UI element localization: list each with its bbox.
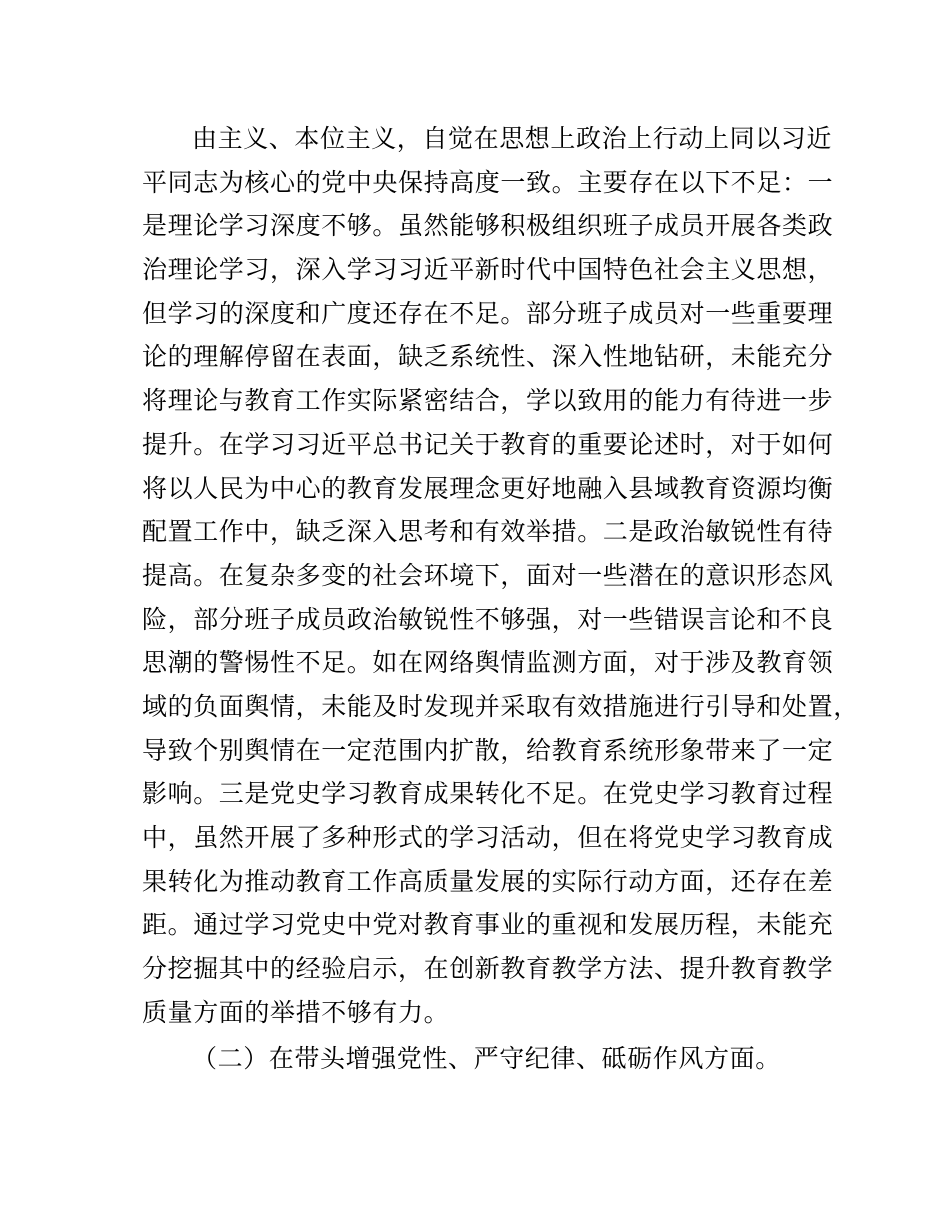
paragraph-line: 提高。在复杂多变的社会环境下，面对一些潜在的意识形态风: [142, 560, 834, 590]
paragraph-line: 但学习的深度和广度还存在不足。部分班子成员对一些重要理: [142, 298, 834, 328]
paragraph-line: 平同志为核心的党中央保持高度一致。主要存在以下不足：一: [142, 167, 834, 197]
paragraph-line: 果转化为推动教育工作高质量发展的实际行动方面，还存在差: [142, 866, 834, 896]
paragraph-line: 是理论学习深度不够。虽然能够积极组织班子成员开展各类政: [142, 211, 834, 241]
paragraph-line: 域的负面舆情，未能及时发现并采取有效措施进行引导和处置，: [142, 691, 859, 721]
paragraph-line: 论的理解停留在表面，缺乏系统性、深入性地钻研，未能充分: [142, 342, 834, 372]
paragraph-line: 由主义、本位主义，自觉在思想上政治上行动上同以习近: [192, 124, 833, 153]
section-heading: （二）在带头增强党性、严守纪律、砥砺作风方面。: [192, 1044, 781, 1073]
paragraph-line: 配置工作中，缺乏深入思考和有效举措。二是政治敏锐性有待: [142, 517, 834, 547]
paragraph-line: 将理论与教育工作实际紧密结合，学以致用的能力有待进一步: [142, 386, 834, 416]
paragraph-line: 思潮的警惕性不足。如在网络舆情监测方面，对于涉及教育领: [142, 648, 834, 678]
paragraph-line: 中，虽然开展了多种形式的学习活动，但在将党史学习教育成: [142, 823, 834, 852]
paragraph-line: 将以人民为中心的教育发展理念更好地融入县域教育资源均衡: [142, 473, 834, 503]
paragraph-line: 提升。在学习习近平总书记关于教育的重要论述时，对于如何: [142, 429, 834, 459]
paragraph-line: 导致个别舆情在一定范围内扩散，给教育系统形象带来了一定: [142, 735, 834, 765]
paragraph-line: 分挖掘其中的经验启示，在创新教育教学方法、提升教育教学: [142, 954, 834, 984]
paragraph-line: 治理论学习，深入学习习近平新时代中国特色社会主义思想，: [142, 255, 834, 285]
paragraph-line: 质量方面的举措不够有力。: [142, 997, 450, 1027]
body-paragraph: [142, 117, 859, 1034]
paragraph-line: 险，部分班子成员政治敏锐性不够强，对一些错误言论和不良: [142, 604, 834, 634]
paragraph-line: 距。通过学习党史中党对教育事业的重视和发展历程，未能充: [142, 910, 834, 940]
paragraph-line: 影响。三是党史学习教育成果转化不足。在党史学习教育过程: [142, 779, 834, 809]
